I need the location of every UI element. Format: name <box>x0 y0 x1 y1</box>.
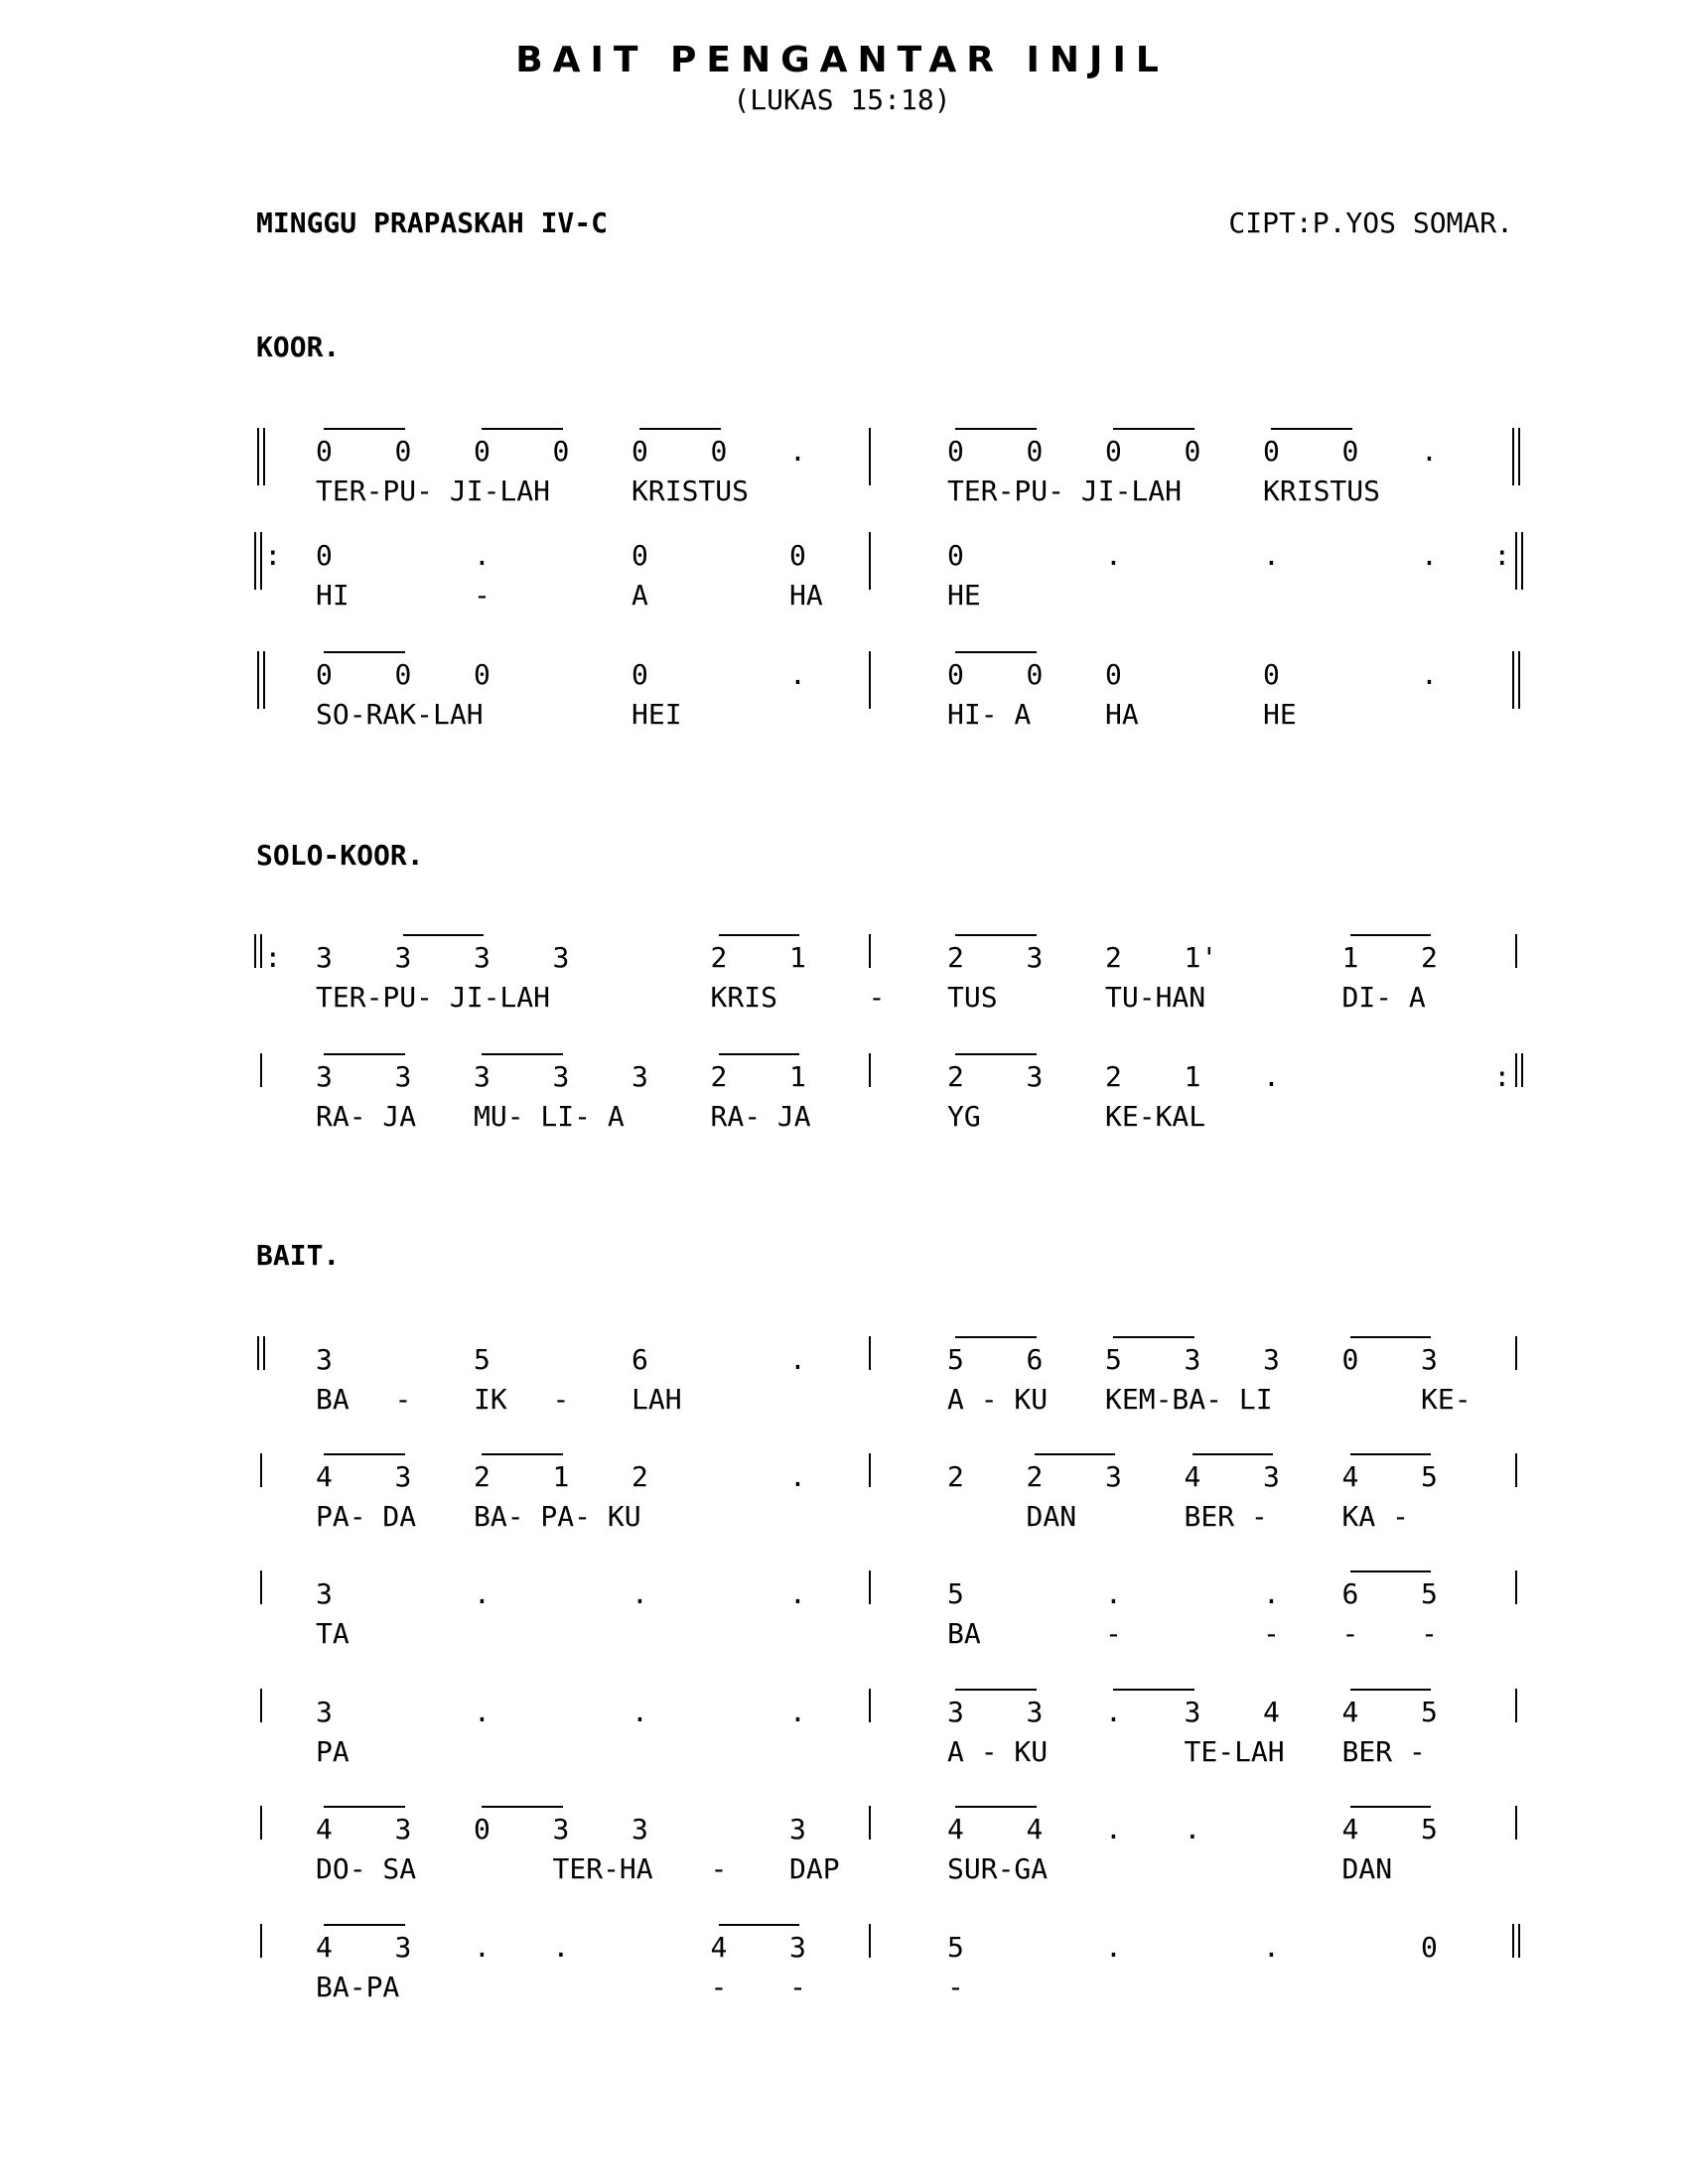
beam-line <box>403 934 485 936</box>
lyric: LAH <box>632 1383 682 1416</box>
barline <box>260 1924 262 1958</box>
beam-line <box>324 1806 405 1808</box>
note: 2 <box>1105 941 1122 974</box>
barline <box>1515 1453 1517 1487</box>
note: 1 <box>552 1460 570 1493</box>
barline <box>1515 934 1517 968</box>
note: 3 <box>1026 941 1044 974</box>
beam-line <box>482 1453 563 1455</box>
lyric: SUR-GA <box>947 1852 1049 1885</box>
lyric: KRISTUS <box>1263 475 1381 507</box>
lyric: A - KU <box>947 1735 1049 1768</box>
note: 3 <box>789 1813 806 1845</box>
note: 2 <box>710 1060 728 1093</box>
lyric: BA-PA <box>316 1971 400 2003</box>
repeat-start-barline <box>260 532 262 590</box>
rest-dot: . <box>789 1343 806 1376</box>
beam-line <box>1113 1689 1194 1691</box>
note: 0 <box>1341 1343 1359 1376</box>
beam-line <box>482 428 563 430</box>
lyric: A - KU <box>947 1383 1049 1416</box>
note: 2 <box>1105 1060 1122 1093</box>
beam-line <box>1271 428 1352 430</box>
lyric: TE-LAH <box>1184 1735 1285 1768</box>
note: 0 <box>1263 658 1280 691</box>
note: 0 <box>1341 435 1359 468</box>
beam-line <box>1193 1453 1274 1455</box>
barline <box>869 532 871 590</box>
note: 0 <box>316 658 333 691</box>
note: 2 <box>632 1460 648 1493</box>
lyric: BER - <box>1341 1735 1426 1768</box>
note: 0 <box>474 658 491 691</box>
lyric: TER-HA <box>552 1852 653 1885</box>
rest-dot: . <box>1105 539 1122 572</box>
beam-line <box>482 1806 563 1808</box>
double-barline <box>257 1336 259 1370</box>
note: 3 <box>474 1060 491 1093</box>
lyric: KRISTUS <box>632 475 750 507</box>
lyric: BA <box>316 1383 350 1416</box>
page-title: BAIT PENGANTAR INJIL <box>515 40 1169 80</box>
lyric: - <box>552 1383 570 1416</box>
barline <box>869 1689 871 1722</box>
note: 1 <box>1184 1060 1201 1093</box>
beam-line <box>719 1053 800 1055</box>
barline <box>869 1053 871 1087</box>
rest-dot: . <box>1263 1577 1280 1610</box>
rest-dot: . <box>552 1931 570 1964</box>
note: 2 <box>1026 1460 1044 1493</box>
note: 0 <box>316 539 333 572</box>
note: 3 <box>789 1931 806 1964</box>
note: 0 <box>1026 435 1044 468</box>
note: 2 <box>474 1460 491 1493</box>
lyric: - <box>710 1852 728 1885</box>
note: 0 <box>1026 658 1044 691</box>
note: 0 <box>632 539 648 572</box>
double-barline <box>263 1336 265 1370</box>
note: 3 <box>394 1060 412 1093</box>
double-barline <box>263 651 265 709</box>
note: 1 <box>1341 941 1359 974</box>
note: 3 <box>632 1813 648 1845</box>
lyric: - <box>1341 1617 1359 1650</box>
lyric: TU-HAN <box>1105 981 1206 1014</box>
repeat-start-barline <box>254 934 256 968</box>
rest-dot: . <box>1105 1813 1122 1845</box>
repeat-end-barline <box>1521 532 1523 590</box>
lyric: - <box>868 981 886 1014</box>
lyric: KE- <box>1421 1383 1472 1416</box>
note: 4 <box>316 1460 333 1493</box>
note: 4 <box>1341 1813 1359 1845</box>
rest-dot: . <box>474 1577 491 1610</box>
note: 2 <box>947 1460 964 1493</box>
beam-line <box>719 1924 800 1926</box>
note: 2 <box>1421 941 1438 974</box>
beam-line <box>324 1053 405 1055</box>
rest-dot: . <box>1105 1696 1122 1728</box>
beam-line <box>1350 1806 1432 1808</box>
note: 0 <box>394 435 412 468</box>
barline <box>1515 1806 1517 1840</box>
note: 4 <box>1263 1696 1280 1728</box>
lyric: - <box>1105 1617 1122 1650</box>
barline <box>869 1570 871 1604</box>
barline <box>869 934 871 968</box>
double-barline <box>1518 1924 1520 1958</box>
note: 3 <box>316 1577 333 1610</box>
note: 3 <box>632 1060 648 1093</box>
note: 0 <box>1105 435 1122 468</box>
note: 3 <box>1263 1460 1280 1493</box>
note: 0 <box>552 435 570 468</box>
barline <box>869 1924 871 1958</box>
beam-line <box>1350 1453 1432 1455</box>
note: 3 <box>552 941 570 974</box>
note: 3 <box>316 941 333 974</box>
note: 5 <box>1421 1460 1438 1493</box>
rest-dot: . <box>1105 1577 1122 1610</box>
note: 5 <box>474 1343 491 1376</box>
note: 4 <box>1026 1813 1044 1845</box>
beam-line <box>719 934 800 936</box>
section-label: SOLO-KOOR. <box>256 839 424 872</box>
scripture-reference: (LUKAS 15:18) <box>733 83 951 116</box>
lyric: BA <box>947 1617 981 1650</box>
lyric: TER-PU- JI-LAH <box>316 981 551 1014</box>
rest-dot: . <box>1421 658 1438 691</box>
rest-dot: . <box>789 1577 806 1610</box>
lyric: HE <box>947 579 981 612</box>
lyric: RA- JA <box>710 1100 811 1133</box>
note: 6 <box>1026 1343 1044 1376</box>
rest-dot: . <box>789 1460 806 1493</box>
barline <box>869 1806 871 1840</box>
lyric: BA- PA- KU <box>474 1500 641 1533</box>
note: 4 <box>947 1813 964 1845</box>
barline <box>260 1570 262 1604</box>
note: 0 <box>947 435 964 468</box>
note: 3 <box>947 1696 964 1728</box>
note: 4 <box>316 1931 333 1964</box>
note: 6 <box>632 1343 648 1376</box>
repeat-start-barline <box>254 532 256 590</box>
double-barline <box>257 428 259 485</box>
rest-dot: . <box>474 1696 491 1728</box>
note: 0 <box>474 435 491 468</box>
rest-dot: . <box>1184 1813 1201 1845</box>
note: 5 <box>947 1577 964 1610</box>
note: 0 <box>1105 658 1122 691</box>
rest-dot: . <box>1263 1931 1280 1964</box>
note: 1' <box>1184 941 1218 974</box>
liturgical-occasion: MINGGU PRAPASKAH IV-C <box>256 206 609 239</box>
rest-dot: . <box>1421 539 1438 572</box>
lyric: - <box>1263 1617 1280 1650</box>
barline <box>1515 1570 1517 1604</box>
note: 0 <box>474 1813 491 1845</box>
lyric: A <box>632 579 648 612</box>
lyric: DAN <box>1026 1500 1077 1533</box>
note: 4 <box>1184 1460 1201 1493</box>
note: 3 <box>1105 1460 1122 1493</box>
rest-dot: . <box>789 1696 806 1728</box>
note: 0 <box>947 539 964 572</box>
note: 0 <box>316 435 333 468</box>
note: 3 <box>1421 1343 1438 1376</box>
lyric: - <box>789 1971 806 2003</box>
lyric: HEI <box>632 698 682 731</box>
note: 0 <box>1421 1931 1438 1964</box>
repeat-colon: : <box>1493 1060 1511 1093</box>
beam-line <box>1350 1689 1432 1691</box>
note: 3 <box>394 1813 412 1845</box>
note: 0 <box>1263 435 1280 468</box>
note: 2 <box>947 1060 964 1093</box>
lyric: - <box>947 1971 964 2003</box>
beam-line <box>1350 1570 1432 1572</box>
lyric: HI- A <box>947 698 1032 731</box>
barline <box>869 1453 871 1487</box>
barline <box>260 1689 262 1722</box>
lyric: KA - <box>1341 1500 1409 1533</box>
rest-dot: . <box>1263 539 1280 572</box>
repeat-start-barline <box>260 934 262 968</box>
lyric: PA <box>316 1735 350 1768</box>
beam-line <box>955 651 1037 653</box>
lyric: - <box>1421 1617 1438 1650</box>
double-barline <box>1518 428 1520 485</box>
note: 3 <box>316 1343 333 1376</box>
note: 3 <box>1263 1343 1280 1376</box>
beam-line <box>955 428 1037 430</box>
lyric: DAP <box>789 1852 840 1885</box>
note: 0 <box>632 658 648 691</box>
section-label: KOOR. <box>256 331 341 363</box>
rest-dot: . <box>474 1931 491 1964</box>
barline <box>869 1336 871 1370</box>
composer-credit: CIPT:P.YOS SOMAR. <box>1228 206 1513 239</box>
lyric: TUS <box>947 981 998 1014</box>
note: 5 <box>1421 1577 1438 1610</box>
barline <box>260 1053 262 1087</box>
note: 3 <box>316 1060 333 1093</box>
lyric: - <box>394 1383 412 1416</box>
lyric: HA <box>1105 698 1139 731</box>
double-barline <box>1518 651 1520 709</box>
beam-line <box>1035 1453 1116 1455</box>
note: 0 <box>789 539 806 572</box>
lyric: SO-RAK-LAH <box>316 698 484 731</box>
note: 1 <box>789 1060 806 1093</box>
note: 4 <box>1341 1460 1359 1493</box>
lyric: BER - <box>1184 1500 1268 1533</box>
lyric: KRIS <box>710 981 777 1014</box>
note: 3 <box>316 1696 333 1728</box>
lyric: - <box>710 1971 728 2003</box>
lyric: TER-PU- JI-LAH <box>947 475 1183 507</box>
note: 2 <box>710 941 728 974</box>
note: 0 <box>710 435 728 468</box>
note: 0 <box>394 658 412 691</box>
rest-dot: . <box>632 1577 648 1610</box>
lyric: HI <box>316 579 350 612</box>
note: 3 <box>394 941 412 974</box>
lyric: DAN <box>1341 1852 1393 1885</box>
note: 3 <box>394 1931 412 1964</box>
beam-line <box>1350 934 1432 936</box>
note: 3 <box>394 1460 412 1493</box>
lyric: RA- JA <box>316 1100 417 1133</box>
note: 4 <box>1341 1696 1359 1728</box>
lyric: - <box>474 579 491 612</box>
repeat-end-barline <box>1515 532 1517 590</box>
rest-dot: . <box>789 658 806 691</box>
note: 3 <box>1026 1060 1044 1093</box>
lyric: MU- LI- A <box>474 1100 625 1133</box>
beam-line <box>324 651 405 653</box>
note: 3 <box>552 1060 570 1093</box>
beam-line <box>955 1689 1037 1691</box>
note: 3 <box>552 1813 570 1845</box>
lyric: YG <box>947 1100 981 1133</box>
lyric: KE-KAL <box>1105 1100 1206 1133</box>
rest-dot: . <box>1263 1060 1280 1093</box>
beam-line <box>1350 1336 1432 1338</box>
beam-line <box>324 428 405 430</box>
rest-dot: . <box>632 1696 648 1728</box>
lyric: PA- DA <box>316 1500 417 1533</box>
note: 0 <box>632 435 648 468</box>
beam-line <box>1113 428 1194 430</box>
barline <box>260 1453 262 1487</box>
lyric: DI- A <box>1341 981 1426 1014</box>
double-barline <box>257 651 259 709</box>
repeat-end-barline <box>1521 1053 1523 1087</box>
lyric: TER-PU- JI-LAH <box>316 475 551 507</box>
lyric: KEM-BA- LI <box>1105 1383 1273 1416</box>
repeat-colon: : <box>264 941 282 974</box>
beam-line <box>324 1924 405 1926</box>
beam-line <box>955 1053 1037 1055</box>
double-barline <box>1512 428 1514 485</box>
note: 1 <box>789 941 806 974</box>
lyric: DO- SA <box>316 1852 417 1885</box>
barline <box>869 651 871 709</box>
note: 0 <box>947 658 964 691</box>
note: 5 <box>1105 1343 1122 1376</box>
repeat-colon: : <box>264 539 282 572</box>
rest-dot: . <box>1421 435 1438 468</box>
double-barline <box>263 428 265 485</box>
lyric: HA <box>789 579 823 612</box>
barline <box>869 428 871 485</box>
note: 0 <box>1184 435 1201 468</box>
note: 4 <box>710 1931 728 1964</box>
lyric: TA <box>316 1617 350 1650</box>
lyric: IK <box>474 1383 507 1416</box>
rest-dot: . <box>474 539 491 572</box>
note: 5 <box>1421 1813 1438 1845</box>
repeat-colon: : <box>1493 539 1511 572</box>
note: 5 <box>947 1343 964 1376</box>
beam-line <box>955 1806 1037 1808</box>
note: 3 <box>1184 1696 1201 1728</box>
note: 5 <box>1421 1696 1438 1728</box>
barline <box>260 1806 262 1840</box>
barline <box>1515 1336 1517 1370</box>
double-barline <box>1512 1924 1514 1958</box>
note: 5 <box>947 1931 964 1964</box>
beam-line <box>639 428 721 430</box>
rest-dot: . <box>1105 1931 1122 1964</box>
note: 3 <box>474 941 491 974</box>
note: 3 <box>1184 1343 1201 1376</box>
barline <box>1515 1689 1517 1722</box>
note: 6 <box>1341 1577 1359 1610</box>
repeat-end-barline <box>1515 1053 1517 1087</box>
note: 4 <box>316 1813 333 1845</box>
rest-dot: . <box>789 435 806 468</box>
beam-line <box>955 934 1037 936</box>
beam-line <box>955 1336 1037 1338</box>
beam-line <box>482 1053 563 1055</box>
lyric: HE <box>1263 698 1297 731</box>
beam-line <box>1113 1336 1194 1338</box>
section-label: BAIT. <box>256 1239 341 1272</box>
note: 3 <box>1026 1696 1044 1728</box>
note: 2 <box>947 941 964 974</box>
beam-line <box>324 1453 405 1455</box>
double-barline <box>1512 651 1514 709</box>
